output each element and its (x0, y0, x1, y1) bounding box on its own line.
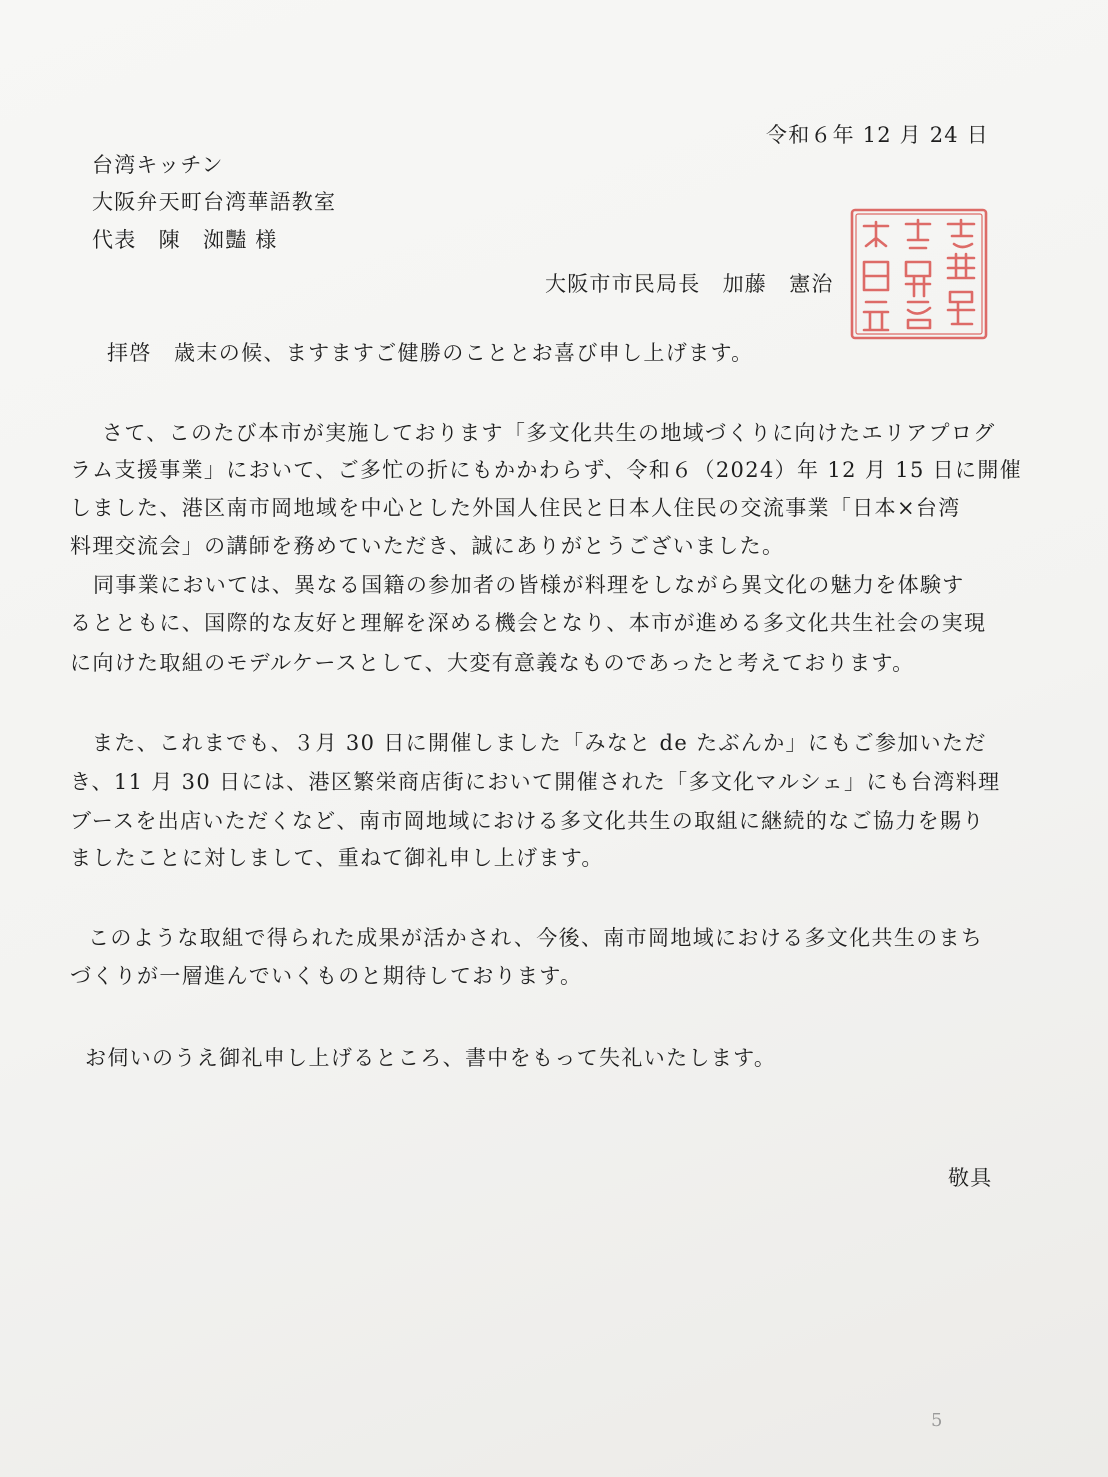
body-line-5: 料理交流会」の講師を務めていただき、誠にありがとうございました。 (70, 534, 785, 558)
body-line-14: づくりが一層進んでいくものと期待しております。 (70, 964, 583, 988)
body-line-7: るとともに、国際的な友好と理解を深める機会となり、本市が進める多文化共生社会の実現 (70, 611, 987, 635)
body-line-15: お伺いのうえ御礼申し上げるところ、書中をもって失礼いたします。 (85, 1046, 777, 1070)
body-line-13: このような取組で得られた成果が活かされ、今後、南市岡地域における多文化共生のまち (88, 926, 984, 950)
letter-date: 令和６年 12 月 24 日 (766, 123, 989, 147)
body-line-2: さて、このたび本市が実施しております「多文化共生の地域づくりに向けたエリアプログ (102, 421, 996, 445)
recipient-organization: 台湾キッチン (92, 153, 224, 177)
body-line-6: 同事業においては、異なる国籍の参加者の皆様が料理をしながら異文化の魅力を体験す (93, 573, 965, 597)
body-line-4: しました、港区南市岡地域を中心とした外国人住民と日本人住民の交流事業「日本×台湾 (70, 496, 961, 520)
body-line-3: ラム支援事業」において、ご多忙の折にもかかわらず、令和６（2024）年 12 月 15 日に開催 (70, 458, 1023, 482)
official-seal-stamp (848, 206, 990, 342)
body-line-10: き、11 月 30 日には、港区繁栄商店街において開催された「多文化マルシェ」にも台湾料理 (70, 770, 1001, 794)
closing-keigu: 敬具 (948, 1166, 993, 1190)
corner-pencil-mark: 5 (931, 1410, 943, 1431)
sender-name: 大阪市市民局長 加藤 憲治 (545, 272, 834, 296)
body-line-8: に向けた取組のモデルケースとして、大変有意義なものであったと考えております。 (70, 651, 915, 675)
recipient-representative: 代表 陳 洳豔 様 (92, 228, 278, 252)
body-line-9: また、これまでも、３月 30 日に開催しました「みなと de たぶんか」にもご参加いただ (92, 731, 987, 755)
body-line-12: ましたことに対しまして、重ねて御礼申し上げます。 (70, 846, 604, 870)
recipient-school: 大阪弁天町台湾華語教室 (92, 190, 337, 214)
body-line-11: ブースを出店いただくなど、南市岡地域における多文化共生の取組に継続的なご協力を賜り (70, 809, 985, 833)
body-line-1: 拝啓 歳末の候、ますますご健勝のこととお喜び申し上げます。 (107, 341, 754, 365)
